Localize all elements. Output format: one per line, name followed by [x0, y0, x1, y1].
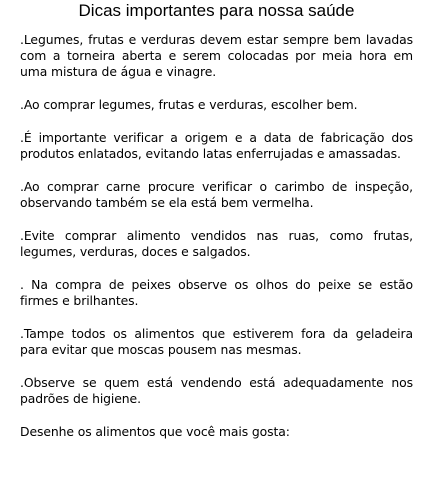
tip-paragraph-wash: .Legumes, frutas e verduras devem estar sempre bem lavadas com a torneira aberta e serem colocadas por meia hora em uma mistura de água e vinagre.	[20, 32, 413, 79]
tip-paragraph-street-food: .Evite comprar alimento vendidos nas ruas, como frutas, legumes, verduras, doces e salgados.	[20, 228, 413, 259]
tip-paragraph-canned: .É importante verificar a origem e a data de fabricação dos produtos enlatados, evitando latas enferrujadas e amassadas.	[20, 130, 413, 161]
drawing-instruction: Desenhe os alimentos que você mais gosta:	[20, 424, 290, 439]
tip-paragraph-hygiene: .Observe se quem está vendendo está adequadamente nos padrões de higiene.	[20, 375, 413, 406]
document-title: Dicas importantes para nossa saúde	[78, 1, 355, 20]
document-page	[20, 0, 413, 457]
tip-paragraph-meat: .Ao comprar carne procure verificar o carimbo de inspeção, observando também se ela está bem vermelha.	[20, 179, 413, 210]
tip-paragraph-cover-food: .Tampe todos os alimentos que estiverem fora da geladeira para evitar que moscas pousem nas mesmas.	[20, 326, 413, 357]
tip-paragraph-fish: . Na compra de peixes observe os olhos do peixe se estão firmes e brilhantes.	[20, 277, 413, 308]
tip-paragraph-choose: .Ao comprar legumes, frutas e verduras, escolher bem.	[20, 97, 358, 112]
